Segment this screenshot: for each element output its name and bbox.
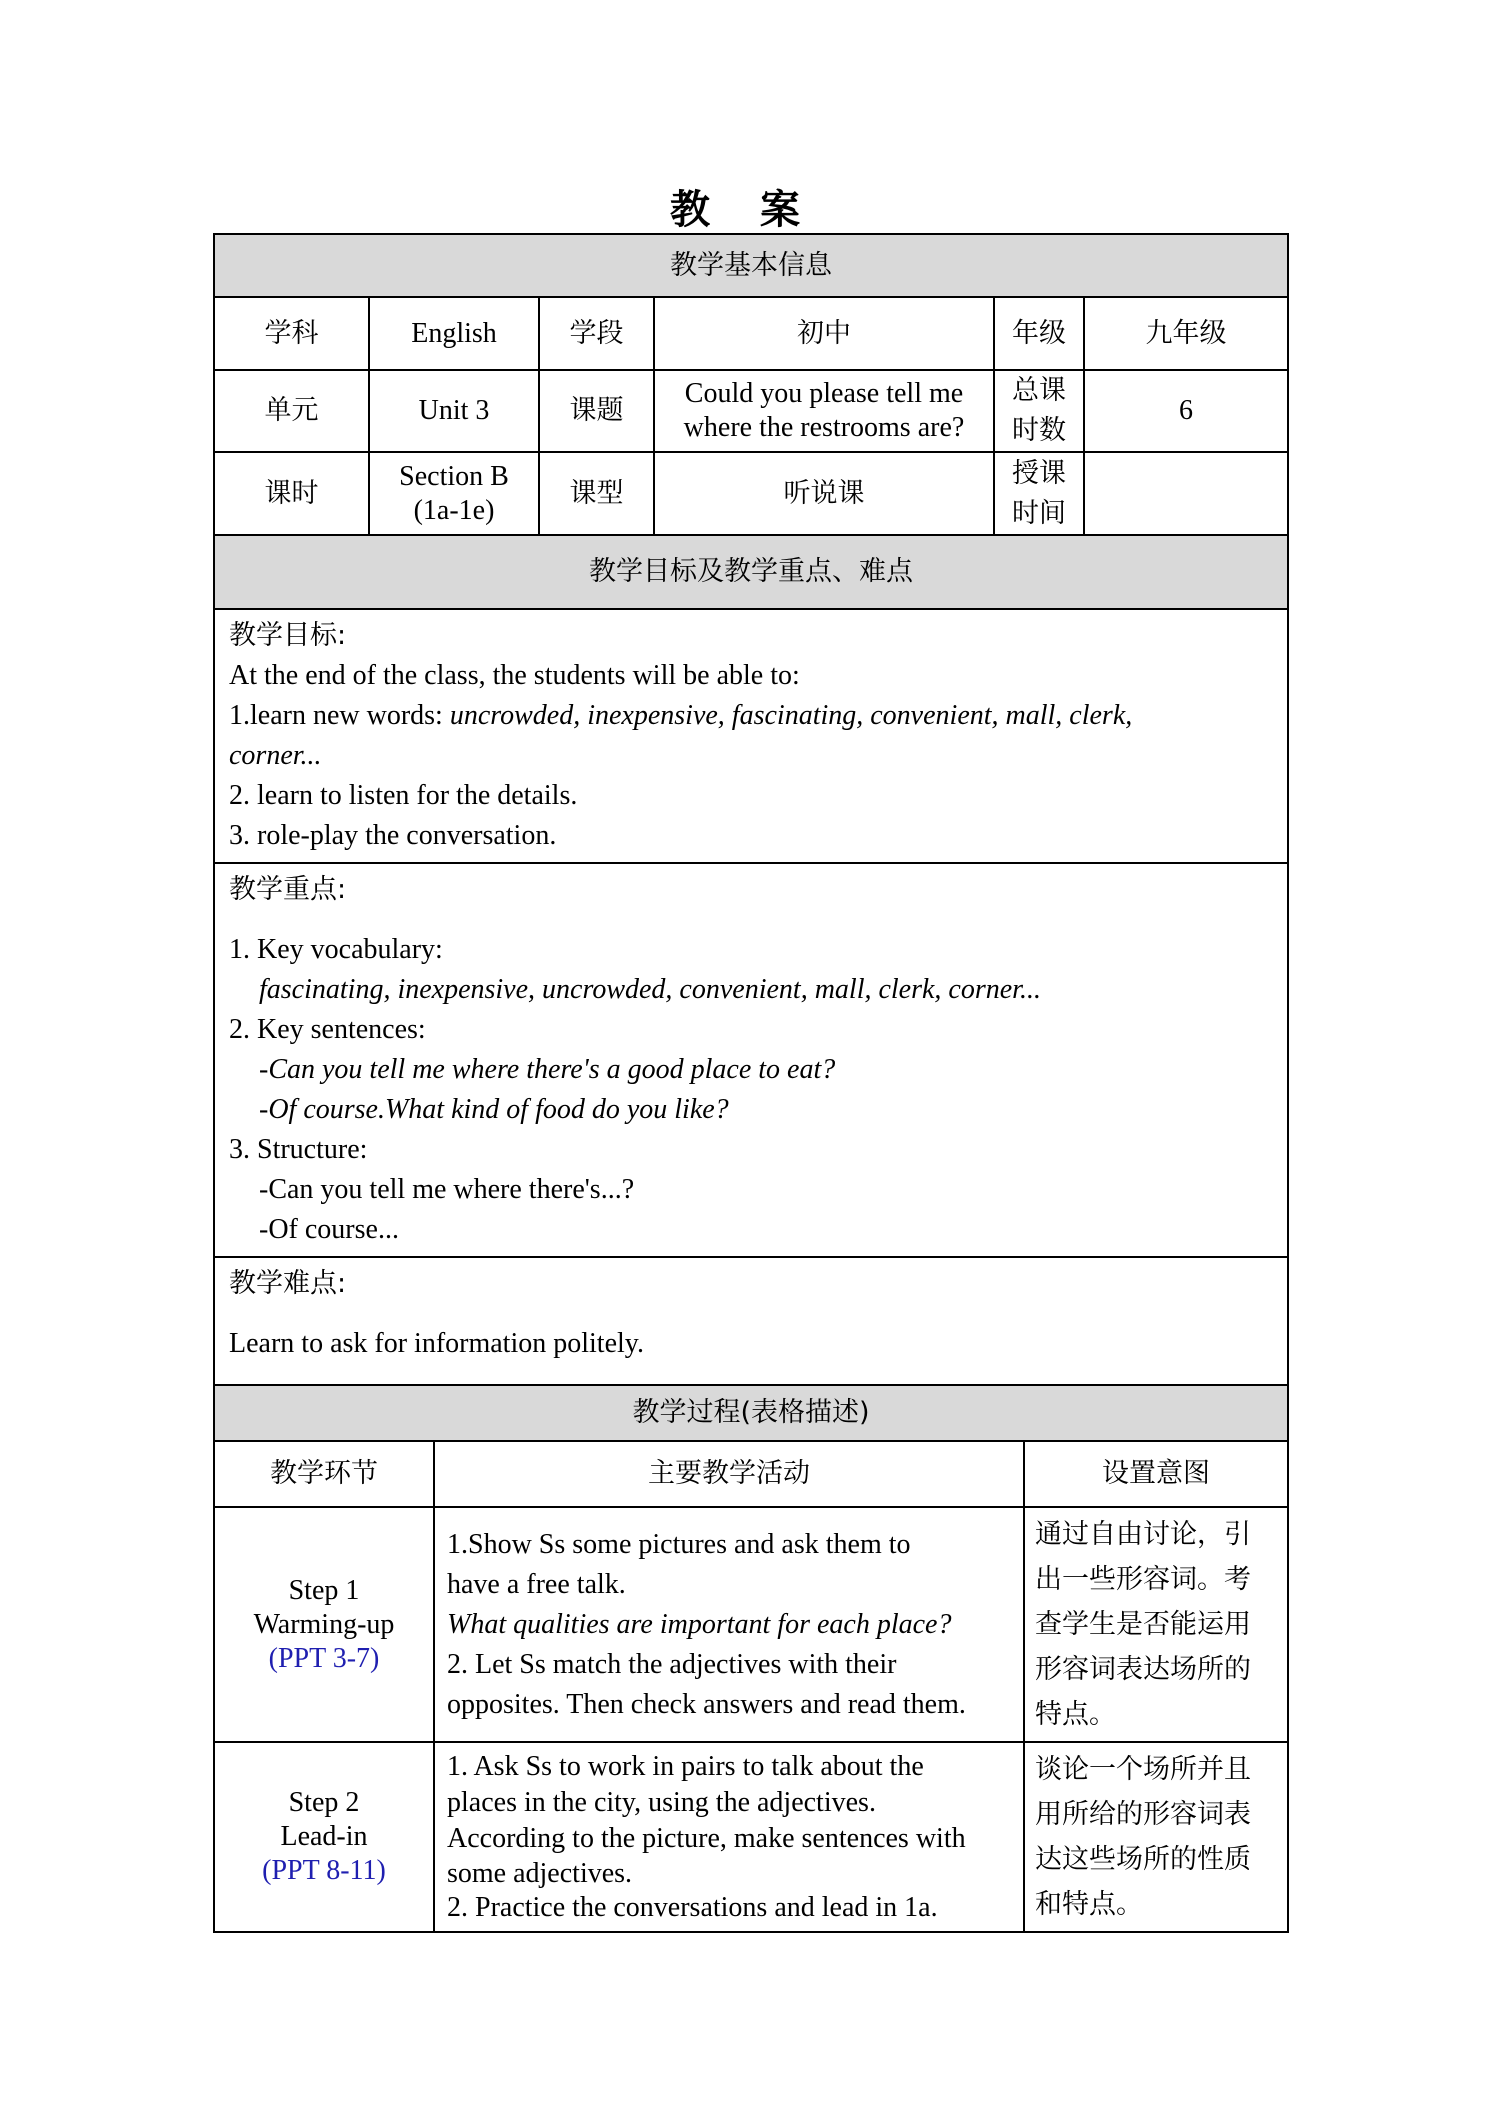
col-purpose-header: 设置意图 [1024, 1441, 1288, 1507]
type-value: 听说课 [654, 452, 994, 535]
subject-value: English [369, 297, 539, 370]
difficulty-cell [214, 1257, 1288, 1385]
col-step-header: 教学环节 [214, 1441, 434, 1507]
document-title: 教 案 [670, 187, 818, 233]
key-sentence-1: -Can you tell me where there's a good place to eat? [259, 1054, 836, 1085]
key-vocabulary-words: fascinating, inexpensive, uncrowded, convenient, mall, clerk, corner... [259, 974, 1041, 1005]
goal-3: 3. role-play the conversation. [229, 820, 557, 851]
grade-value: 九年级 [1084, 297, 1288, 370]
period-label: 课时 [214, 452, 369, 535]
objectives-header: 教学目标及教学重点、难点 [214, 535, 1288, 609]
difficulty-label: 教学难点: [229, 1268, 347, 1299]
key-points-label: 教学重点: [229, 874, 347, 905]
goal-1-continued: corner... [229, 740, 322, 771]
step-1-purpose: 通过自由讨论，引出一些形容词。考查学生是否能运用形容词表达场所的特点。 [1024, 1507, 1288, 1742]
structure-2: -Of course... [259, 1214, 399, 1245]
difficulty-text: Learn to ask for information politely. [229, 1328, 644, 1359]
step-2-purpose: 谈论一个场所并且用所给的形容词表达这些场所的性质和特点。 [1024, 1742, 1288, 1932]
total-hours-value: 6 [1084, 370, 1288, 452]
total-hours-label: 总课 时数 [994, 370, 1084, 452]
teaching-time-label: 授课 时间 [994, 452, 1084, 535]
key-vocabulary-title: 1. Key vocabulary: [229, 934, 443, 965]
unit-label: 单元 [214, 370, 369, 452]
step-1-cell: Step 1 Warming-up (PPT 3-7) [214, 1507, 434, 1742]
step-2-cell: Step 2 Lead-in (PPT 8-11) [214, 1742, 434, 1932]
step-1-activities: 1.Show Ss some pictures and ask them to have a free talk. What qualities are important for each place? 2. Let Ss match the adjectives with their opposites. Then check answers and read them. [434, 1507, 1024, 1742]
grade-label: 年级 [994, 297, 1084, 370]
goal-1: 1.learn new words: uncrowded, inexpensive, fascinating, convenient, mall, clerk, [229, 700, 1133, 731]
unit-value: Unit 3 [369, 370, 539, 452]
period-value: Section B (1a-1e) [369, 452, 539, 535]
teaching-time-value [1084, 452, 1288, 535]
ppt-link: (PPT 3-7) [268, 1642, 380, 1674]
subject-label: 学科 [214, 297, 369, 370]
structure-1: -Can you tell me where there's...? [259, 1174, 635, 1205]
process-header: 教学过程(表格描述) [214, 1385, 1288, 1441]
stage-label: 学段 [539, 297, 654, 370]
key-points-cell [214, 863, 1288, 1257]
teaching-goals-cell [214, 609, 1288, 863]
lesson-plan-table [213, 233, 1289, 1933]
structure-title: 3. Structure: [229, 1134, 368, 1165]
topic-value: Could you please tell me where the restrooms are? [654, 370, 994, 452]
topic-label: 课题 [539, 370, 654, 452]
goal-2: 2. learn to listen for the details. [229, 780, 578, 811]
goals-intro: At the end of the class, the students will be able to: [229, 660, 800, 691]
teaching-goals-label: 教学目标: [229, 620, 347, 651]
col-activity-header: 主要教学活动 [434, 1441, 1024, 1507]
stage-value: 初中 [654, 297, 994, 370]
ppt-link: (PPT 8-11) [262, 1855, 386, 1886]
step-2-activities: 1. Ask Ss to work in pairs to talk about the places in the city, using the adjectives. According to the picture, make sentences with some adjectives. 2. Practice the conversations and lead in 1a. [434, 1742, 1024, 1932]
key-sentences-title: 2. Key sentences: [229, 1014, 426, 1045]
key-sentence-2: -Of course.What kind of food do you like? [259, 1094, 729, 1125]
type-label: 课型 [539, 452, 654, 535]
basic-info-header: 教学基本信息 [214, 234, 1288, 297]
